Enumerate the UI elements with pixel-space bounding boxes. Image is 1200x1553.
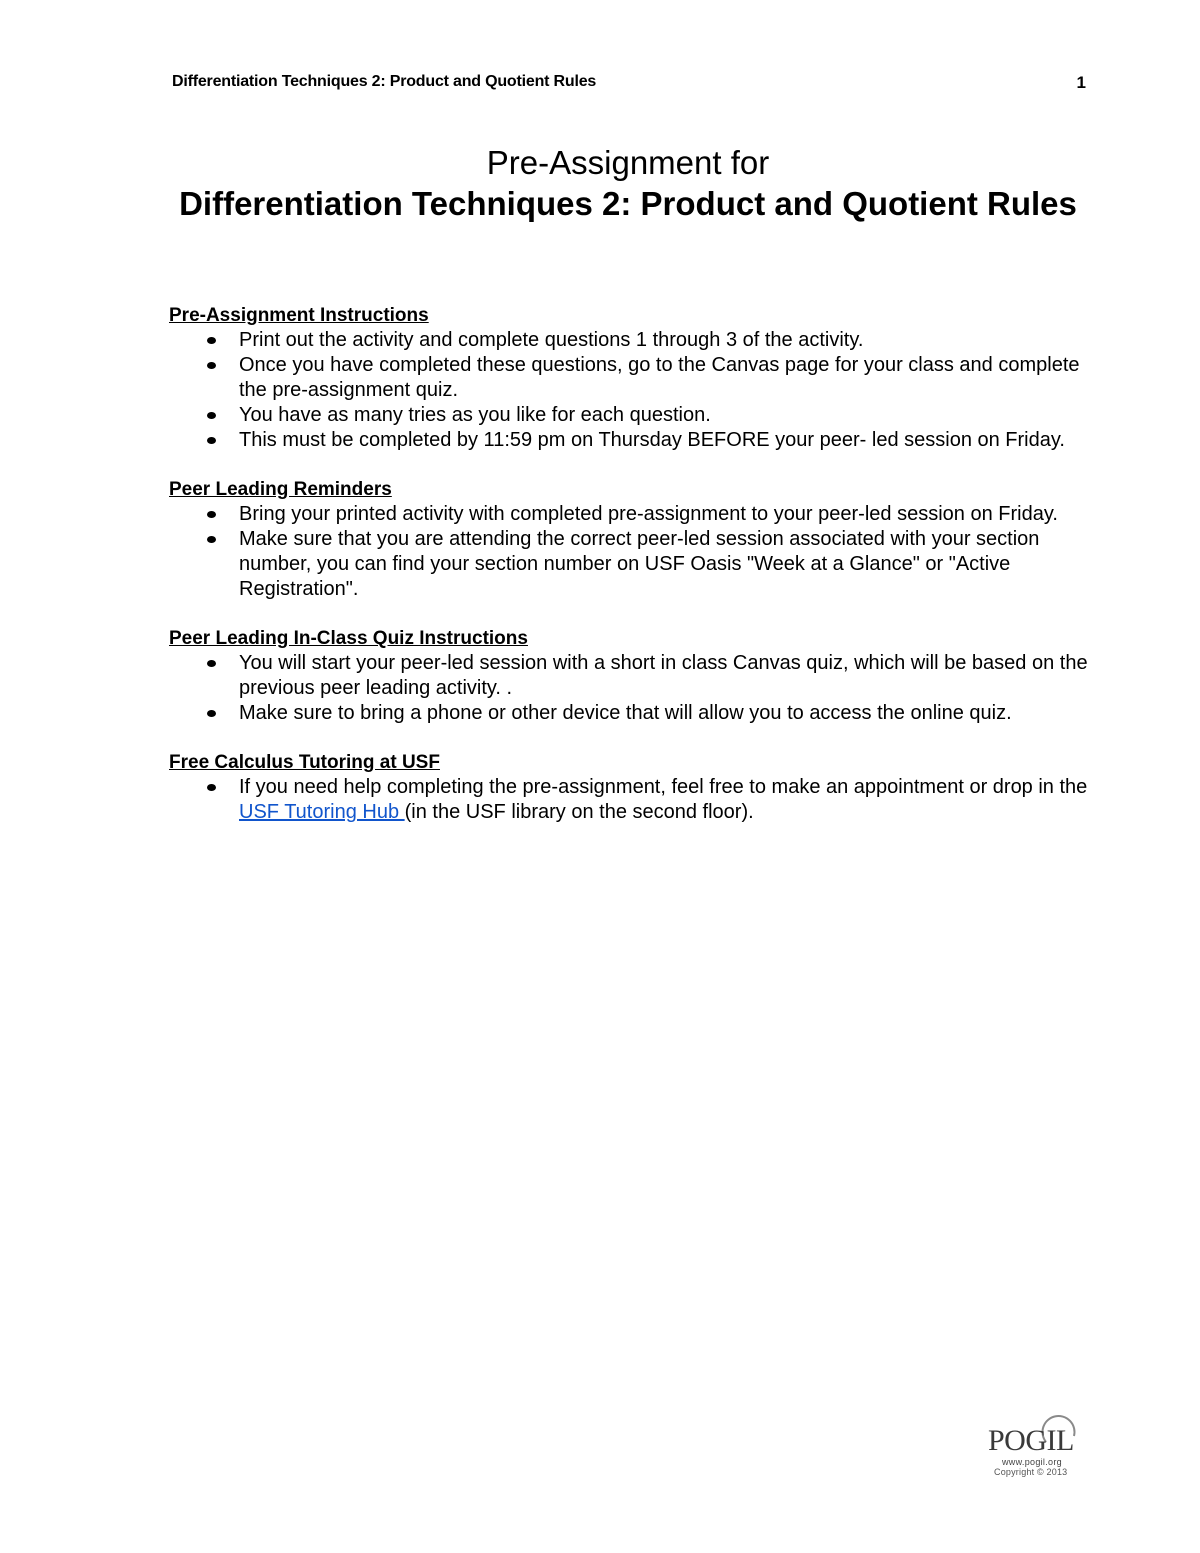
document-title-line1: Pre-Assignment for — [486, 144, 770, 181]
bullet-icon — [207, 412, 216, 419]
bullet-list — [169, 651, 1089, 726]
running-header-title: Differentiation Techniques 2: Product and Quotient Rules — [172, 73, 597, 90]
bullet-icon — [207, 362, 216, 369]
section-heading: Peer Leading In-Class Quiz Instructions — [169, 628, 528, 649]
bullet-icon — [207, 536, 216, 543]
page-number: 1 — [1076, 73, 1086, 92]
bullet-icon — [207, 660, 216, 667]
bullet-icon — [207, 784, 216, 791]
list-item — [169, 502, 1089, 527]
list-item-text: You will start your peer-led session with a short in class Canvas quiz, which will be based on the previous peer leading activity. . — [239, 652, 1088, 699]
usf-tutoring-hub-link[interactable]: USF Tutoring Hub — [239, 801, 405, 823]
section-peer-leading-reminders — [169, 477, 1089, 602]
section-free-calculus-tutoring — [169, 750, 1089, 825]
pogil-wordmark: POGIL — [988, 1424, 1074, 1457]
section-heading: Pre-Assignment Instructions — [169, 305, 429, 326]
list-item — [169, 428, 1089, 453]
list-item-text-before: If you need help completing the pre-assignment, feel free to make an appointment or drop in the — [239, 776, 1088, 798]
pogil-logo — [982, 1410, 1092, 1480]
pogil-copyright: Copyright © 2013 — [994, 1467, 1068, 1477]
list-item — [169, 527, 1089, 602]
section-heading: Peer Leading Reminders — [169, 479, 392, 500]
list-item-text: Print out the activity and complete questions 1 through 3 of the activity. — [239, 329, 864, 351]
document-body — [169, 303, 1089, 849]
document-title-line2: Differentiation Techniques 2: Product and Quotient Rules — [179, 185, 1077, 222]
bullet-list — [169, 502, 1089, 602]
list-item — [169, 353, 1089, 403]
list-item-text: Once you have completed these questions, go to the Canvas page for your class and complete the pre-assignment quiz. — [239, 354, 1080, 401]
list-item-text: Make sure that you are attending the correct peer-led session associated with your section number, you can find your section number on USF Oasis "Week at a Glance" or "Active Registration". — [239, 528, 1040, 600]
section-pre-assignment-instructions — [169, 303, 1089, 453]
list-item-text: Bring your printed activity with completed pre-assignment to your peer-led session on Friday. — [239, 503, 1058, 525]
bullet-icon — [207, 337, 216, 344]
bullet-icon — [207, 437, 216, 444]
list-item-text: Make sure to bring a phone or other device that will allow you to access the online quiz. — [239, 702, 1012, 724]
list-item — [169, 701, 1089, 726]
list-item-text: This must be completed by 11:59 pm on Thursday BEFORE your peer- led session on Friday. — [239, 429, 1065, 451]
list-item — [169, 328, 1089, 353]
pogil-url: www.pogil.org — [1002, 1457, 1062, 1467]
section-in-class-quiz-instructions — [169, 626, 1089, 726]
bullet-list — [169, 775, 1089, 825]
list-item-text-after: (in the USF library on the second floor). — [404, 801, 754, 823]
list-item — [169, 403, 1089, 428]
document-title — [172, 142, 1084, 224]
list-item — [169, 775, 1089, 825]
bullet-icon — [207, 511, 216, 518]
bullet-list — [169, 328, 1089, 453]
section-heading: Free Calculus Tutoring at USF — [169, 752, 440, 773]
list-item-text: You have as many tries as you like for each question. — [239, 404, 711, 426]
list-item — [169, 651, 1089, 701]
bullet-icon — [207, 710, 216, 717]
